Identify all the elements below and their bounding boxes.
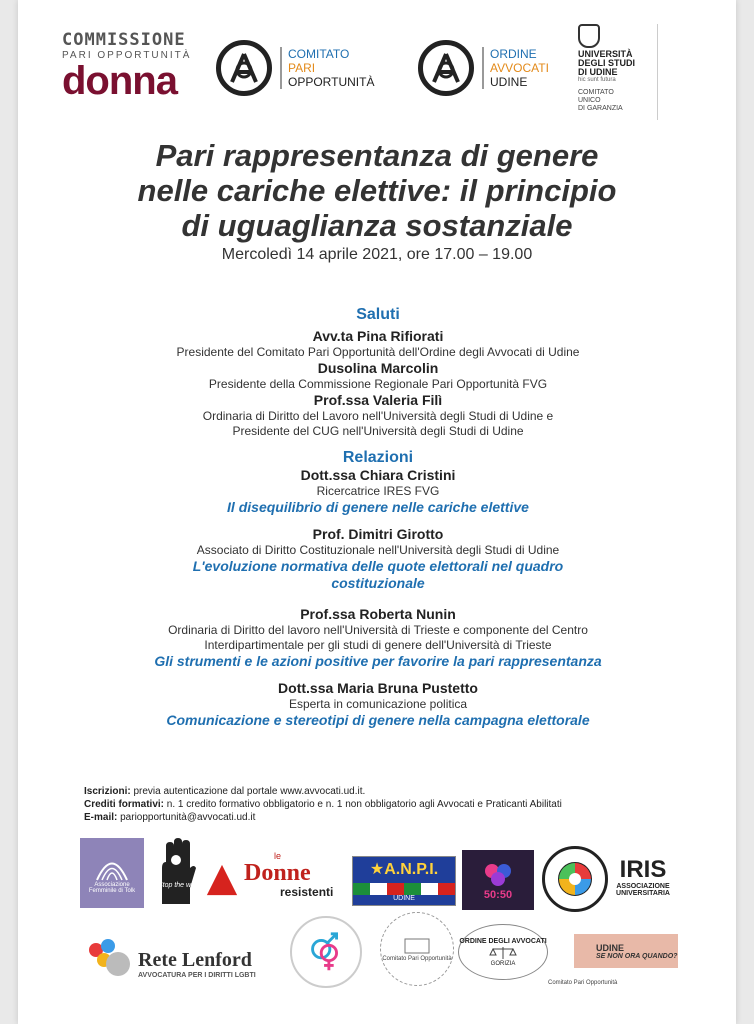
crediti-text: n. 1 credito formativo obbligatorio e n. 1 non obbligatorio agli Avvocati e Praticanti Abilitati (166, 799, 562, 810)
scales-icon (488, 945, 518, 961)
anpi-flag (353, 883, 455, 895)
rete-lenford-emblem-icon (84, 938, 136, 984)
triangle-donne-icon (204, 862, 240, 898)
iris-sub1: ASSOCIAZIONE (616, 883, 670, 890)
donne-text: Donne (244, 860, 311, 886)
resistenti-text: resistenti (280, 885, 334, 899)
gender-symbols-icon (290, 916, 362, 988)
speaker-role: Ordinaria di Diritto del lavoro nell'Università di Trieste e componente del Centro (168, 623, 588, 637)
uni-motto: hic sunt futura (578, 77, 616, 83)
speaker-role: Presidente del CUG nell'Università degli Studi di Udine (232, 424, 524, 438)
title-line1: Pari rappresentanza di genere (155, 138, 599, 173)
uni-cug-line2: UNICO (578, 97, 601, 104)
iris-sub2: UNIVERSITARIA (616, 890, 670, 897)
speaker-name: Prof.ssa Roberta Nunin (300, 606, 456, 622)
email-text[interactable]: pariopportunità@avvocati.ud.it (120, 812, 256, 823)
anpi-logo (352, 856, 456, 906)
anpi-sub: UDINE (353, 895, 455, 905)
speaker-role: Presidente della Commissione Regionale Pari Opportunità FVG (208, 377, 548, 391)
associazione-femminile-logo (80, 838, 144, 908)
talk-title: Comunicazione e stereotipi di genere nella campagna elettorale (166, 712, 590, 728)
speaker-name: Dott.ssa Chiara Cristini (300, 467, 456, 483)
lenford-text: Rete Lenford (138, 949, 252, 971)
iris-emblem-icon (542, 846, 608, 912)
programme (58, 306, 698, 729)
iscrizioni-text: previa autenticazione dal portale www.avvocati.ud.it. (133, 786, 366, 797)
relazioni-heading: Relazioni (342, 449, 414, 466)
ring-emblem-icon (418, 40, 474, 96)
uni-cug-line1: COMITATO (578, 89, 614, 96)
speaker-role: Presidente del Comitato Pari Opportunità dell'Ordine degli Avvocati di Udine (176, 345, 580, 359)
university-crest-icon (578, 24, 600, 48)
ordine-logo-text (482, 47, 549, 89)
iscrizioni-line (84, 785, 684, 798)
ordine-line2: AVVOCATI (490, 61, 549, 75)
stamp-mark-icon (402, 936, 432, 956)
fifty-fifty-logo (462, 850, 534, 910)
speaker-role: Associato di Diritto Costituzionale nell'Università degli Studi di Udine (196, 543, 560, 557)
gorizia-line2: GORIZIA (490, 960, 516, 967)
event-title (18, 138, 736, 243)
ordine-line1: ORDINE (490, 47, 537, 61)
flower-icon (478, 859, 518, 889)
hand-icon (154, 838, 198, 906)
rete-lenford-logo (138, 946, 288, 982)
cpo-line1: COMMISSIONE (62, 30, 186, 50)
uni-line2: DEGLI STUDI (578, 58, 636, 68)
saluti-heading: Saluti (356, 306, 400, 323)
registration-info (84, 785, 684, 824)
donne-le: le (274, 851, 282, 861)
fifty-text: 50:50 (483, 889, 513, 901)
snoq-line2: SE NON ORA QUANDO? (596, 952, 678, 960)
comitato-line3: OPPORTUNITÀ (288, 75, 375, 89)
comitato-logo-text (280, 47, 374, 89)
crediti-label: Crediti formativi: (84, 799, 165, 810)
comitato-line2: PARI (288, 61, 316, 75)
speaker-role: Esperta in comunicazione politica (288, 697, 468, 711)
universita-udine-logo (578, 24, 658, 120)
ring-emblem-icon (216, 40, 272, 96)
flyer-page (18, 0, 736, 1024)
gorizia-line1: ORDINE DEGLI AVVOCATI (459, 937, 547, 945)
commissione-pari-opportunita-logo (62, 30, 192, 101)
stop-caption: Stop the war (158, 882, 198, 889)
speaker-name: Dott.ssa Maria Bruna Pustetto (278, 680, 478, 696)
uni-line3: DI UDINE (578, 67, 618, 77)
uni-cug (578, 89, 657, 113)
snoq-line1: UDINE (596, 942, 625, 953)
shell-icon (92, 852, 132, 882)
crediti-line (84, 798, 684, 811)
iscrizioni-label: Iscrizioni: (84, 786, 131, 797)
uni-cug-line3: DI GARANZIA (578, 105, 623, 112)
iris-logo (608, 852, 678, 902)
event-date: Mercoledì 14 aprile 2021, ore 17.00 – 19.00 (221, 246, 533, 263)
comitato-stamp-logo (380, 912, 454, 986)
lenford-sub: AVVOCATURA PER I DIRITTI LGBTI (138, 972, 256, 979)
assoc-caption: Associazione Femminile di Tolk (88, 882, 136, 894)
speaker-name: Dusolina Marcolin (317, 360, 439, 376)
iris-text: IRIS (619, 856, 667, 883)
speaker-role: Ordinaria di Diritto del Lavoro nell'Università degli Studi di Udine e (202, 409, 554, 423)
speaker-role: Ricercatrice IRES FVG (316, 484, 440, 498)
stop-the-war-logo (154, 838, 198, 906)
speaker-name: Avv.ta Pina Rifiorati (312, 328, 444, 344)
bottom-caption: Comitato Pari Opportunità (548, 980, 618, 986)
email-line (84, 811, 684, 824)
talk-title: costituzionale (331, 575, 425, 591)
comitato-line1: COMITATO (288, 47, 350, 61)
ordine-avvocati-udine-logo (418, 40, 549, 96)
uni-line1: UNIVERSITÀ (578, 49, 633, 59)
speaker-name: Prof.ssa Valeria Filì (313, 392, 443, 408)
speaker-name: Prof. Dimitri Girotto (312, 526, 444, 542)
stamp-caption: Comitato Pari Opportunità (382, 956, 452, 962)
anpi-text: ★A.N.P.I. (353, 857, 455, 883)
udine-snoq-logo (574, 934, 678, 968)
talk-title: L'evoluzione normativa delle quote elettorali nel quadro (192, 558, 564, 574)
comitato-pari-opportunita-logo (216, 40, 374, 96)
ordine-gorizia-logo (458, 924, 548, 980)
title-line3: di uguaglianza sostanziale (181, 208, 573, 243)
speaker-role: Interdipartimentale per gli studi di genere dell'Università di Trieste (204, 638, 552, 652)
cpo-donna: donna (62, 59, 177, 103)
donne-resistenti-logo (244, 850, 348, 900)
title-line2: nelle cariche elettive: il principio (137, 173, 617, 208)
talk-title: Gli strumenti e le azioni positive per favorire la pari rappresentanza (154, 653, 602, 669)
ordine-line3: UDINE (490, 75, 528, 89)
cpo-line2: PARI OPPORTUNITÀ (62, 50, 192, 61)
talk-title: Il disequilibrio di genere nelle cariche elettive (227, 499, 529, 515)
email-label: E-mail: (84, 812, 118, 823)
